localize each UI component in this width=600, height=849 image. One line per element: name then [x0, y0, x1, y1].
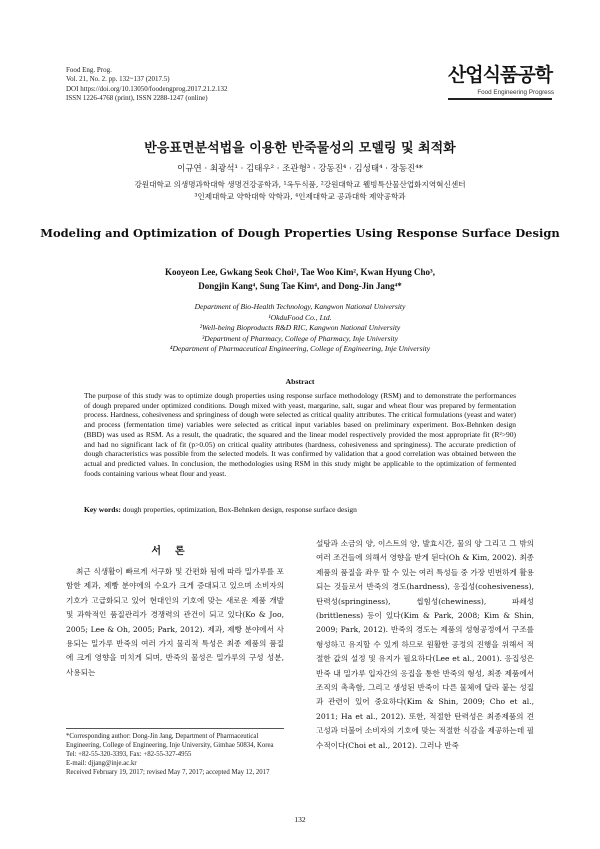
english-affiliation-line: ³Department of Pharmacy, College of Pharmacy, Inje University [201, 333, 399, 343]
english-title: Modeling and Optimization of Dough Properties Using Response Surface Design [40, 226, 560, 240]
footnote-divider [66, 728, 284, 729]
intro-left-column: 최근 식생활이 빠르게 서구화 및 간편화 됨에 따라 밀가루를 포함한 제과, 제빵 분야에의 수요가 크게 증대되고 있으며 소비자의 기호가 고급화되고 있어 현대인의 기호에 맞는 새로운 제품 개발 및 과학적인 품질관리가 경쟁력의 관건이 되고 있다(Ko & Joo, 2005; Lee & Oh, 2005; Park, 2012). 제과, 제빵 분야에서 사용되는 밀가루 반죽의 여러 가지 물리적 특성은 최종 제품의 품질에 크게 영향을 미치게 되며, 반죽의 물성은 밀가루의 구성 성분, 사용되는 [66, 567, 284, 677]
keywords [84, 505, 516, 514]
intro-heading: 서론 [151, 546, 199, 557]
english-affiliation-line: Department of Bio-Health Technology, Kangwon National University [194, 302, 406, 311]
intro-right-column: 설탕과 소금의 양, 이스트의 양, 발효시간, 물의 양 그리고 그 밖의 여러 조건들에 의해서 영향을 받게 된다(Oh & Kim, 2002). 최종제품의 품질을 좌우 할 수 있는 여러 특성들 중 가장 빈번하게 활용되는 것들로서 반죽의 경도(hardness), 응집성(cohesiveness), 탄력성(springiness), 씹힘성(chewiness), 파쇄성(brittleness) 등이 있다(Kim & Park, 2008; Kim & Shin, 2009; Park, 2012). 반죽의 경도는 제품의 성형공정에서 구조를 형성하고 유지할 수 있게 하므로 원활한 공정의 진행을 위해서 적절한 값의 설정 및 유지가 필요하다(Lee et al., 2001). 응집성은 반죽 내 밀가루 입자간의 응집을 통한 반죽의 형성, 최종 제품에서 조직의 촉촉함, 그리고 생성된 반죽이 다른 물체에 달라 붙는 성질과 관련이 있어 중요하다(Kim & Shin, 2009; Cho et al., 2011; Ha et al., 2012). 또한, 적절한 탄력성은 최종제품의 견고성과 더불어 소비자의 기호에 맞는 적절한 식감을 제공하는데 필수적이다(Choi et al., 2012). 그러나 반죽 [316, 539, 534, 750]
journal-meta [66, 66, 227, 103]
journal-logo [446, 60, 554, 108]
footnote-author: *Corresponding author: Dong-Jin Jang, Department of Pharmaceutical Engineering, College of Engineering, Inje University, Gimhae 50834, Korea [66, 733, 274, 749]
english-authors [30, 266, 570, 293]
logo-subtitle: Food Engineering Progress [477, 89, 554, 96]
footnote-dates: Received February 19, 2017; revised May 7, 2017; accepted May 12, 2017 [66, 768, 270, 776]
english-affiliation-line: ⁴Department of Pharmaceutical Engineering, College of Engineering, Inje University [169, 344, 431, 353]
keywords-label: Key words: [84, 505, 121, 514]
journal-issn: ISSN 1226-4768 (print), ISSN 2288-1247 (online) [66, 93, 208, 102]
journal-doi: DOI https://doi.org/10.13050/foodengprog.2017.21.2.132 [66, 84, 228, 93]
logo-divider [448, 98, 552, 100]
english-authors-line: Dongjin Kang⁴, Sung Tae Kim⁴, and Dong-Jin Jang⁴* [198, 280, 402, 291]
english-authors-line: Kooyeon Lee, Gwkang Seok Choi¹, Tae Woo Kim², Kwan Hyung Cho³, [165, 267, 435, 277]
english-affiliations [30, 302, 570, 355]
page-number: 132 [294, 815, 306, 824]
journal-name: Food Eng. Prog. [66, 66, 112, 74]
journal-volume: Vol. 21, No. 2. pp. 132~137 (2017.5) [66, 75, 170, 84]
korean-affiliation-line: 강원대학교 의생명과학대학 생명건강공학과, ¹옥두식품, ²강원대학교 웰빙특산물산업화지역혁신센터 [134, 180, 466, 189]
abstract-heading: Abstract [285, 377, 315, 386]
corresponding-footnote [66, 733, 284, 778]
korean-affiliations [30, 179, 570, 202]
korean-authors: 이규연 · 최광석¹ · 김태우² · 조관형³ · 강동진⁴ · 김성태⁴ · 장동진⁴* [177, 164, 423, 174]
korean-title: 반응표면분석법을 이용한 반죽물성의 모델링 및 최적화 [144, 141, 456, 156]
english-affiliation-line: ²Well-being Bioproducts R&D RIC, Kangwon National University [199, 323, 401, 332]
logo-title: 산업식품공학 [447, 64, 553, 86]
abstract-body: The purpose of this study was to optimize dough properties using response surface methodology (RSM) and to demonstrate the performances of dough prepared under optimized conditions. Dough mixed with yeast, margarine, salt, sugar and wheat flour was prepared by fermentation process. Hardness, cohesiveness and springiness of dough were selected as critical quality attributes. The critical formulations (yeast and water) and process (fermentation time) variables were selected as critical input variables based on preliminary experiment. Box-Behnken design (BBD) was used as RSM. As a result, the quadratic, the squared and the linear model respectively provided the most appropriate fit (R²>90) and had no significant lack of fit (p>0.05) on critical quality attributes (hardness, cohesiveness and springiness). The accurate prediction of dough characteristics was possible from the selected models. It was confirmed by validation that a good correlation was obtained between the actual and predicted values. In conclusion, the methodologies using RSM in this study might be applicable to the optimization of fermented foods containing various wheat flour and yeast. [84, 391, 516, 478]
keywords-text: dough properties, optimization, Box-Behnken design, response surface design [122, 505, 357, 514]
footnote-phone: Tel: +82-55-320-3393, Fax: +82-55-327-4955 [66, 750, 192, 758]
footnote-email: E-mail: djjang@inje.ac.kr [66, 759, 137, 767]
english-affiliation-line: ¹OkduFood Co., Ltd. [268, 312, 332, 322]
korean-affiliation-line: ³인제대학교 약학대학 약학과, ⁴인제대학교 공과대학 제약공학과 [194, 191, 406, 201]
